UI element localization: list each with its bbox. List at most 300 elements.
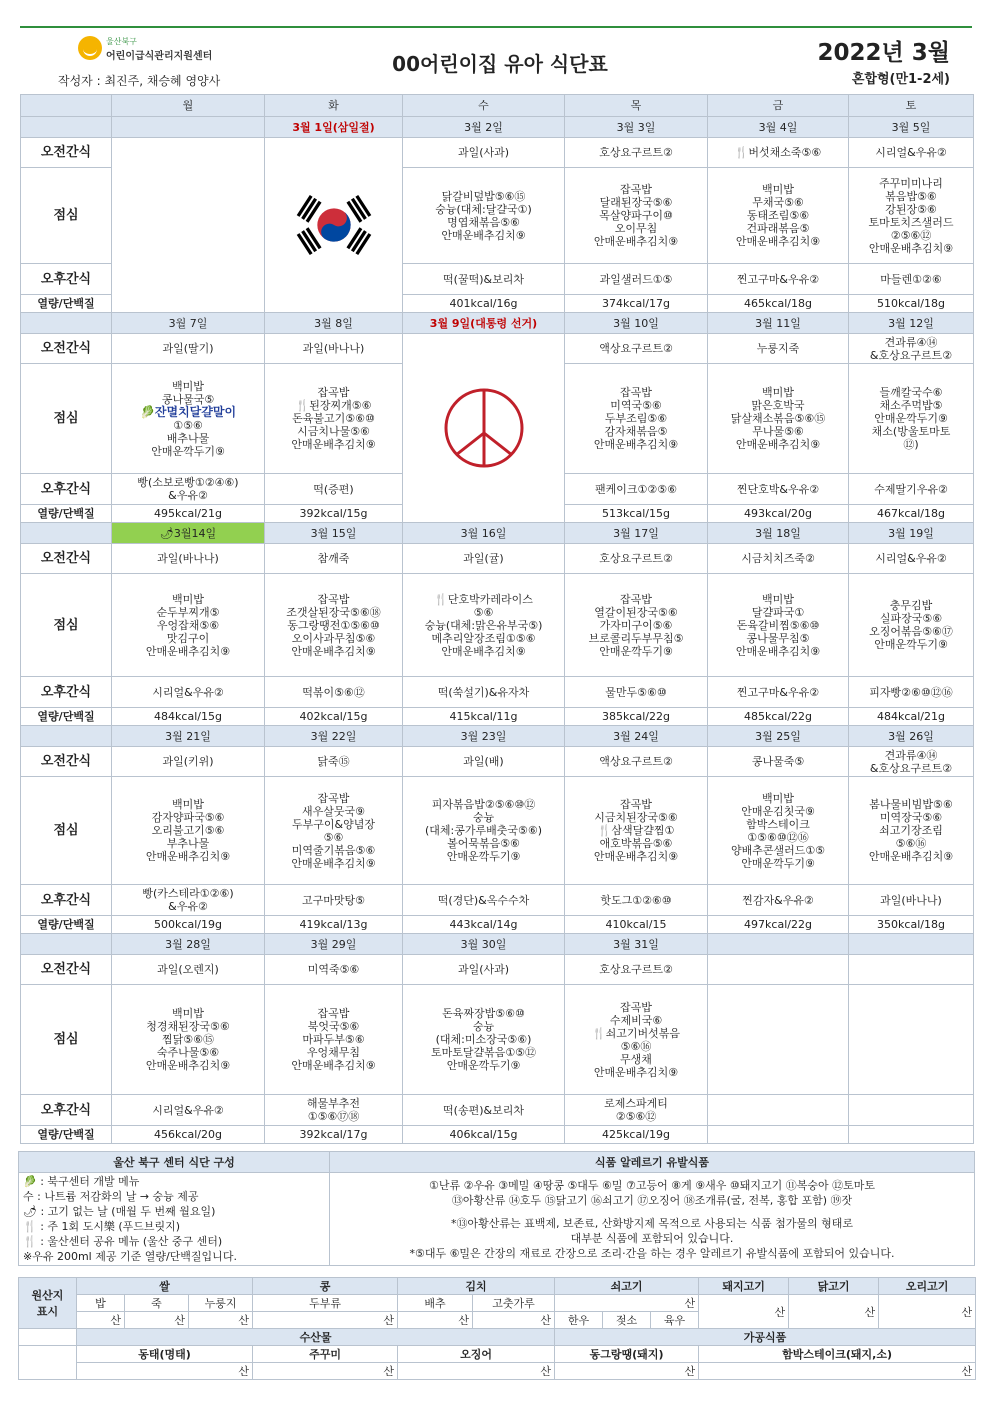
date-cell: 3월 24일 <box>565 726 708 747</box>
origin-label-1: 원산지 <box>31 1289 64 1302</box>
menu-item: 잡곡밥 <box>620 798 652 811</box>
menu-table <box>20 94 974 1144</box>
menu-item: 잡곡밥 <box>317 791 350 805</box>
holiday-cell <box>265 138 403 313</box>
pm-snack-cell: 찐고구마&우유② <box>708 677 849 708</box>
date-row <box>21 313 974 334</box>
pm-snack-label: 오후간식 <box>21 677 112 708</box>
am-snack-cell: 과일(사과) <box>403 138 565 168</box>
menu-item: 부추나물 <box>166 837 210 850</box>
menu-item: 🍴된장찌개⑤⑥ <box>295 399 372 412</box>
allergen-note: *⑬아황산류는 표백제, 보존료, 산화방지제 목적으로 사용되는 식품 첨가물의 형태로 <box>450 1216 854 1230</box>
lunch-cell <box>708 364 849 474</box>
menu-item: 안매운깍두기⑨ <box>874 638 948 651</box>
pm-snack-cell: 과일샐러드①⑤ <box>565 264 708 295</box>
date-row-label <box>21 726 112 747</box>
sea-origin-2: 산 <box>253 1363 398 1380</box>
lunch-cell <box>403 777 565 885</box>
sea-origin-1: 산 <box>77 1363 253 1380</box>
kcal-cell: 392kcal/15g <box>265 505 403 523</box>
sea-origin-3: 산 <box>398 1363 555 1380</box>
kcal-cell: 374kcal/17g <box>565 295 708 313</box>
pm-snack-cell: 피자빵②⑥⑩⑫⑯ <box>849 677 974 708</box>
kcal-row <box>21 708 974 726</box>
date-cell: 3월 8일 <box>265 313 403 334</box>
center-logo <box>78 36 228 66</box>
day-wed: 수 <box>403 95 565 117</box>
menu-item: 안매운배추김치⑨ <box>291 1059 376 1072</box>
kcal-cell: 485kcal/22g <box>708 708 849 726</box>
menu-item: 콩나물무침⑤ <box>746 631 810 645</box>
pm-snack-row <box>21 885 974 916</box>
kcal-cell: 385kcal/22g <box>565 708 708 726</box>
kcal-cell: 484kcal/15g <box>112 708 265 726</box>
menu-item: 숭늉 <box>472 1020 495 1033</box>
menu-item: 🍴단호박카레라이스 <box>434 592 533 606</box>
chicken-origin: 산 <box>789 1295 879 1329</box>
date-cell: 3월 1일(삼일절) <box>265 117 403 138</box>
am-snack-cell: 견과류④⑭ &호상요구르트② <box>849 747 974 777</box>
pm-snack-cell: 떡(송편)&보리차 <box>403 1095 565 1126</box>
date-cell: 3월 22일 <box>265 726 403 747</box>
menu-item: 우엉채무침 <box>306 1046 361 1059</box>
kcal-cell: 467kcal/18g <box>849 505 974 523</box>
pm-snack-label: 오후간식 <box>21 264 112 295</box>
duck-origin: 산 <box>879 1295 976 1329</box>
menu-item: 돈육짜장밥⑤⑥⑩ <box>442 1007 525 1020</box>
menu-item: 가자미구이⑤⑥ <box>599 618 673 632</box>
sub-porridge: 죽 <box>125 1295 189 1312</box>
am-snack-label: 오전간식 <box>21 334 112 364</box>
menu-item: 명엽채볶음⑤⑥ <box>447 215 520 229</box>
am-snack-cell: 닭죽⑮ <box>265 747 403 777</box>
lunch-cell <box>403 574 565 677</box>
kcal-cell: 402kcal/15g <box>265 708 403 726</box>
cat-beef: 쇠고기 <box>555 1278 699 1295</box>
pm-snack-cell: 떡볶이⑤⑥⑫ <box>265 677 403 708</box>
kcal-label: 열량/단백질 <box>21 708 112 726</box>
pm-snack-cell: 고구마맛탕⑤ <box>265 885 403 916</box>
kcal-row <box>21 916 974 934</box>
am-snack-row <box>21 138 974 168</box>
lunch-cell <box>565 574 708 677</box>
am-snack-cell: 액상요구르트② <box>565 334 708 364</box>
menu-item: 백미밥 <box>762 183 794 196</box>
kcal-label: 열량/단백질 <box>21 505 112 523</box>
origin-blank <box>19 1329 77 1346</box>
am-snack-cell <box>849 955 974 985</box>
menu-item: 안매운깍두기⑨ <box>446 850 521 863</box>
date-cell: 3월 11일 <box>708 313 849 334</box>
am-snack-label: 오전간식 <box>21 138 112 168</box>
menu-item: 백미밥 <box>762 386 794 399</box>
kcal-cell: 493kcal/20g <box>708 505 849 523</box>
pm-snack-cell: 물만두⑤⑥⑩ <box>565 677 708 708</box>
date-row-label <box>21 934 112 955</box>
day-tue: 화 <box>265 95 403 117</box>
am-snack-cell: 과일(키위) <box>112 747 265 777</box>
menu-item: 채소(방울토마토 <box>871 425 951 438</box>
pm-snack-cell: 해물부추전 ①⑤⑥⑰⑱ <box>265 1095 403 1126</box>
date-row <box>21 523 974 544</box>
menu-item: 안매운배추김치⑨ <box>291 438 376 451</box>
menu-item: 감자채볶음⑤ <box>604 425 668 438</box>
pm-snack-label: 오후간식 <box>21 1095 112 1126</box>
menu-item: 오리불고기⑤⑥ <box>151 824 225 837</box>
sub-cabbage: 배추 <box>398 1295 473 1312</box>
kcal-cell <box>708 1126 849 1144</box>
am-snack-cell: 액상요구르트② <box>565 747 708 777</box>
kcal-cell: 465kcal/18g <box>708 295 849 313</box>
menu-item: 🍴삼색달걀찜① <box>597 824 675 837</box>
legend-item: ※우유 200ml 제공 기준 열량/단백질입니다. <box>23 1250 237 1263</box>
cat-pork: 돼지고기 <box>699 1278 789 1295</box>
allergen-line: ⑬아황산류 ⑭호두 ⑮닭고기 ⑯쇠고기 ⑰오징어 ⑱조개류(굴, 전복, 홍합 포함) ⑲잣 <box>451 1193 853 1207</box>
menu-item: 우엉잡채⑤⑥ <box>156 618 220 632</box>
menu-item: 안매운배추김치⑨ <box>593 1065 679 1079</box>
origin-table <box>18 1277 976 1380</box>
kcal-cell: 425kcal/19g <box>565 1126 708 1144</box>
menu-item: 숭늉(대체:달걀국①) <box>435 202 532 216</box>
date-cell: 3월 21일 <box>112 726 265 747</box>
sub-pepper: 고춧가루 <box>473 1295 555 1312</box>
menu-item: ①⑤⑥ <box>173 418 203 432</box>
legend-symbols <box>19 1173 330 1266</box>
date-row-label <box>21 523 112 544</box>
date-cell: 3월 16일 <box>403 523 565 544</box>
menu-item: 메추리알장조림①⑤⑥ <box>431 631 536 645</box>
menu-item: ⑤⑥ <box>473 605 494 619</box>
lunch-cell <box>565 364 708 474</box>
lunch-label: 점심 <box>21 364 112 474</box>
rice-origin: 산 <box>77 1312 125 1329</box>
kcal-cell: 513kcal/15g <box>565 505 708 523</box>
menu-item: 동그랑땡전①⑤⑥⑩ <box>287 618 380 632</box>
day-fri: 금 <box>708 95 849 117</box>
kcal-cell: 410kcal/15 <box>565 916 708 934</box>
am-snack-cell: 시리얼&우유② <box>849 544 974 574</box>
menu-item: 백미밥 <box>762 592 794 606</box>
menu-item: 잡곡밥 <box>317 1007 350 1020</box>
cat-rice: 쌀 <box>77 1278 253 1295</box>
am-snack-label: 오전간식 <box>21 955 112 985</box>
lunch-cell <box>565 985 708 1095</box>
kcal-cell: 406kcal/15g <box>403 1126 565 1144</box>
pm-snack-label: 오후간식 <box>21 885 112 916</box>
pm-snack-cell <box>849 1095 974 1126</box>
menu-item: 백미밥 <box>172 592 204 606</box>
date-row <box>21 117 974 138</box>
pm-snack-cell: 빵(카스테라①②⑥) &우유② <box>112 885 265 916</box>
day-header-row <box>21 95 974 117</box>
am-snack-cell: 🍴버섯채소죽⑤⑥ <box>708 138 849 168</box>
menu-item: 오이사과무침⑤⑥ <box>291 631 376 645</box>
beef-hanwoo: 한우 <box>555 1312 603 1329</box>
pm-snack-cell <box>708 1095 849 1126</box>
header-rule <box>20 26 972 28</box>
proc-item-1: 동그랑땡(돼지) <box>555 1346 699 1363</box>
lunch-cell <box>112 574 265 677</box>
am-snack-cell: 과일(배) <box>403 747 565 777</box>
lunch-cell <box>403 168 565 264</box>
pm-snack-label: 오후간식 <box>21 474 112 505</box>
legend-item: 🍴 : 울산센터 공유 메뉴 (울산 중구 센터) <box>23 1235 223 1248</box>
menu-item: 🍴쇠고기버섯볶음 <box>591 1026 681 1040</box>
menu-item: 주꾸미미나리 <box>879 176 943 190</box>
menu-item: 열갈이된장국⑤⑥ <box>594 605 678 619</box>
kcal-cell: 443kcal/14g <box>403 916 565 934</box>
menu-item: ②⑤⑥⑫ <box>890 228 932 242</box>
am-snack-cell: 시리얼&우유② <box>849 138 974 168</box>
menu-item: 백미밥 <box>762 791 794 805</box>
menu-item: 안매운배추김치⑨ <box>145 1059 231 1072</box>
legend-table <box>18 1151 975 1266</box>
allergen-line: ①난류 ②우유 ③메밀 ④땅콩 ⑤대두 ⑥밀 ⑦고등어 ⑧게 ⑨새우 ⑩돼지고기 ⑪복숭아 ⑫토마토 <box>429 1178 875 1192</box>
menu-item: 안매운배추김치⑨ <box>145 644 231 658</box>
menu-item: 채소주먹밥⑤ <box>879 399 943 412</box>
cabbage-origin: 산 <box>398 1312 473 1329</box>
date-row <box>21 726 974 747</box>
date-cell: 3월 15일 <box>265 523 403 544</box>
menu-item: (대체:콩가루배춧국⑤⑥) <box>424 824 543 837</box>
allergen-list <box>330 1173 975 1266</box>
day-mon: 월 <box>112 95 265 117</box>
am-snack-cell: 누룽지죽 <box>708 334 849 364</box>
menu-item: 오징어볶음⑤⑥⑰ <box>869 625 953 638</box>
korean-flag-icon <box>284 190 384 260</box>
cat-bean: 콩 <box>253 1278 398 1295</box>
menu-item: ①⑤⑥⑩⑫⑯ <box>747 830 809 844</box>
kcal-row <box>21 1126 974 1144</box>
menu-item: 조갯살된장국⑤⑥⑱ <box>286 605 381 619</box>
tofu-origin: 산 <box>253 1312 398 1329</box>
lunch-cell <box>112 364 265 474</box>
spacer <box>334 1208 970 1216</box>
menu-item: 안매운배추김치⑨ <box>593 850 679 863</box>
menu-item: 안매운배추김치⑨ <box>291 856 376 870</box>
menu-item: 잡곡밥 <box>620 592 652 606</box>
menu-item: 안매운배추김치⑨ <box>593 235 679 248</box>
date-cell: 3월 23일 <box>403 726 565 747</box>
menu-item: 안매운배추김치⑨ <box>441 644 526 658</box>
menu-item: 볶음밥⑤⑥ <box>885 189 937 203</box>
menu-item: 잡곡밥 <box>620 183 652 196</box>
menu-item: 안매운깍두기⑨ <box>599 644 673 658</box>
kcal-label: 열량/단백질 <box>21 295 112 313</box>
am-snack-label: 오전간식 <box>21 747 112 777</box>
nurungji-origin: 산 <box>189 1312 253 1329</box>
lunch-row <box>21 574 974 677</box>
menu-item: 닭살채소볶음⑤⑥⑮ <box>730 412 826 425</box>
kcal-cell: 497kcal/22g <box>708 916 849 934</box>
election-cell <box>403 334 565 523</box>
am-snack-cell <box>708 955 849 985</box>
am-snack-cell: 콩나물죽⑤ <box>708 747 849 777</box>
menu-item: 시금치된장국⑤⑥ <box>594 811 678 824</box>
lunch-cell <box>708 777 849 885</box>
menu-item: 안매운배추김치⑨ <box>735 235 821 248</box>
date-cell: 3월 30일 <box>403 934 565 955</box>
menu-item: 미역줄기볶음⑤⑥ <box>291 843 376 857</box>
lunch-cell <box>112 985 265 1095</box>
date-cell: 3월 4일 <box>708 117 849 138</box>
menu-item: 닭갈비덮밥⑤⑥⑮ <box>441 189 526 203</box>
legend-item: 🥬 : 북구센터 개발 메뉴 <box>23 1175 140 1188</box>
author-line: 작성자 : 최진주, 채승혜 영양사 <box>58 74 221 88</box>
legend-right-title: 식품 알레르기 유발식품 <box>330 1152 975 1173</box>
menu-item: 맑은호박국 <box>751 399 805 412</box>
menu-item: 안매운깍두기⑨ <box>874 412 948 425</box>
menu-item: 브로콜리두부무침⑤ <box>588 631 684 645</box>
allergen-note: *⑤대두 ⑥밀은 간장의 재료로 간장으로 조리·간을 하는 경우 알레르기 유발식품에 포함되어 있습니다. <box>409 1246 895 1260</box>
menu-item: ⑤⑥ <box>323 830 344 844</box>
date-cell: 3월 18일 <box>708 523 849 544</box>
kcal-cell: 510kcal/18g <box>849 295 974 313</box>
kcal-cell: 456kcal/20g <box>112 1126 265 1144</box>
legend-item: 🌶 : 고기 없는 날 (매월 두 번째 월요일) <box>23 1205 216 1218</box>
date-cell: 3월 9일(대통령 선거) <box>403 313 565 334</box>
logo-region: 울산북구 <box>106 37 137 46</box>
menu-item: 함박스테이크 <box>746 817 810 831</box>
menu-item: 봄나물비빔밥⑤⑥ <box>869 798 953 811</box>
lunch-cell <box>265 364 403 474</box>
am-snack-cell: 호상요구르트② <box>565 955 708 985</box>
lunch-cell <box>403 985 565 1095</box>
menu-item: 시금치나물⑤⑥ <box>297 425 370 438</box>
smile-logo-icon <box>78 36 102 60</box>
kcal-cell: 392kcal/17g <box>265 1126 403 1144</box>
menu-item: 들깨칼국수⑥ <box>879 386 943 399</box>
date-cell: 3월 12일 <box>849 313 974 334</box>
sub-nurungji: 누룽지 <box>189 1295 253 1312</box>
porridge-origin: 산 <box>125 1312 189 1329</box>
menu-item: 쇠고기장조림 <box>879 824 943 837</box>
lunch-cell <box>849 985 974 1095</box>
origin-blank <box>19 1346 77 1380</box>
am-snack-label: 오전간식 <box>21 544 112 574</box>
date-cell <box>849 934 974 955</box>
pm-snack-cell: 떡(증편) <box>265 474 403 505</box>
menu-item: 오이무침 <box>614 222 658 235</box>
date-cell: 3월 2일 <box>403 117 565 138</box>
kcal-cell: 495kcal/21g <box>112 505 265 523</box>
day-thu: 목 <box>565 95 708 117</box>
proc-item-2: 함박스테이크(돼지,소) <box>699 1346 976 1363</box>
lunch-cell <box>112 777 265 885</box>
date-cell: 3월 31일 <box>565 934 708 955</box>
menu-item: 청경채된장국⑤⑥ <box>146 1020 230 1033</box>
pm-snack-cell: 찐감자&우유② <box>708 885 849 916</box>
menu-item: 무나물⑤⑥ <box>752 425 804 438</box>
lunch-label: 점심 <box>21 985 112 1095</box>
date-cell: 🌶3월14일 <box>112 523 265 544</box>
cat-processed: 가공식품 <box>555 1329 976 1346</box>
lunch-row <box>21 985 974 1095</box>
pm-snack-cell: 빵(소보로빵①②④⑥) &우유② <box>112 474 265 505</box>
pm-snack-cell: 수제딸기우유② <box>849 474 974 505</box>
menu-item: 백미밥 <box>172 798 204 811</box>
kcal-cell: 401kcal/16g <box>403 295 565 313</box>
am-snack-row <box>21 955 974 985</box>
menu-item: 충무김밥 <box>889 599 933 612</box>
menu-item: 무채국⑤⑥ <box>752 196 804 209</box>
am-snack-cell: 호상요구르트② <box>565 544 708 574</box>
lunch-cell <box>849 168 974 264</box>
sub-rice: 밥 <box>77 1295 125 1312</box>
empty-cell <box>112 138 265 313</box>
menu-item: 두부구이&양념장 <box>292 817 375 831</box>
menu-item: ⑤⑥⑯ <box>895 837 927 850</box>
am-snack-cell: 과일(바나나) <box>265 334 403 364</box>
sea-item-2: 주꾸미 <box>253 1346 398 1363</box>
menu-item: 토마토달걀볶음①⑤⑫ <box>430 1046 537 1059</box>
date-row <box>21 934 974 955</box>
menu-item: 미역국⑤⑥ <box>610 399 662 412</box>
beef-yukwoo: 육우 <box>651 1312 699 1329</box>
menu-item: 안매운깍두기⑨ <box>741 856 815 870</box>
lunch-row <box>21 777 974 885</box>
date-cell: 3월 3일 <box>565 117 708 138</box>
am-snack-cell: 과일(사과) <box>403 955 565 985</box>
menu-item: 수제비국⑥ <box>609 1013 663 1027</box>
am-snack-cell: 견과류④⑭ &호상요구르트② <box>849 334 974 364</box>
menu-item: 찜닭⑤⑥⑮ <box>162 1033 214 1046</box>
menu-item: 안매운배추김치⑨ <box>145 850 231 863</box>
menu-item: 안매운배추김치⑨ <box>868 850 954 863</box>
menu-item: 실파장국⑤⑥ <box>879 612 943 625</box>
lunch-cell <box>708 985 849 1095</box>
menu-item: 새우살뭇국⑨ <box>302 804 365 818</box>
menu-item: 피자볶음밥②⑤⑥⑩⑫ <box>431 798 536 811</box>
am-snack-cell: 미역죽⑤⑥ <box>265 955 403 985</box>
menu-item: 안매운김칫국⑨ <box>741 804 815 818</box>
am-snack-cell: 시금치치즈죽② <box>708 544 849 574</box>
menu-item: ⑤⑥⑯ <box>620 1039 652 1053</box>
cat-kimchi: 김치 <box>398 1278 555 1295</box>
menu-item: 볼어묵볶음⑤⑥ <box>447 837 520 850</box>
menu-type: 혼합형(만1-2세) <box>851 72 950 87</box>
menu-item: 안매운깍두기⑨ <box>446 1059 521 1072</box>
menu-item: 목살양파구이⑩ <box>599 209 673 222</box>
am-snack-cell: 과일(바나나) <box>112 544 265 574</box>
date-cell: 3월 29일 <box>265 934 403 955</box>
pm-snack-cell: 떡(쑥설기)&유자차 <box>403 677 565 708</box>
kcal-label: 열량/단백질 <box>21 1126 112 1144</box>
menu-item: 숭늉(대체:맑은유부국⑤) <box>424 618 543 632</box>
cat-chicken: 닭고기 <box>789 1278 879 1295</box>
menu-item: 두부조림⑤⑥ <box>604 412 668 425</box>
menu-item: 토마토치즈샐러드 <box>868 215 954 229</box>
menu-item: 순두부찌개⑤ <box>156 605 220 619</box>
menu-item: 감자양파국⑤⑥ <box>151 811 225 824</box>
menu-item: 돈육갈비찜⑤⑥⑩ <box>736 618 820 632</box>
menu-item: 안매운배추김치⑨ <box>441 228 526 242</box>
logo-name: 어린이급식관리지원센터 <box>106 51 213 62</box>
pm-snack-cell: 로제스파게티 ②⑤⑥⑫ <box>565 1095 708 1126</box>
year-month: 2022년 3월 <box>817 40 950 66</box>
menu-item: (대체:미소장국⑤⑥) <box>435 1033 532 1046</box>
proc-origin-1: 산 <box>555 1363 699 1380</box>
lunch-cell <box>849 574 974 677</box>
beef-origin: 산 <box>555 1295 699 1312</box>
menu-item: ⑫) <box>903 438 919 451</box>
menu-item: 백미밥 <box>172 379 204 393</box>
pm-snack-cell: 찐고구마&우유② <box>708 264 849 295</box>
am-snack-cell: 호상요구르트② <box>565 138 708 168</box>
date-cell: 3월 10일 <box>565 313 708 334</box>
lunch-cell <box>265 574 403 677</box>
pm-snack-cell: 떡(꿀떡)&보리차 <box>403 264 565 295</box>
